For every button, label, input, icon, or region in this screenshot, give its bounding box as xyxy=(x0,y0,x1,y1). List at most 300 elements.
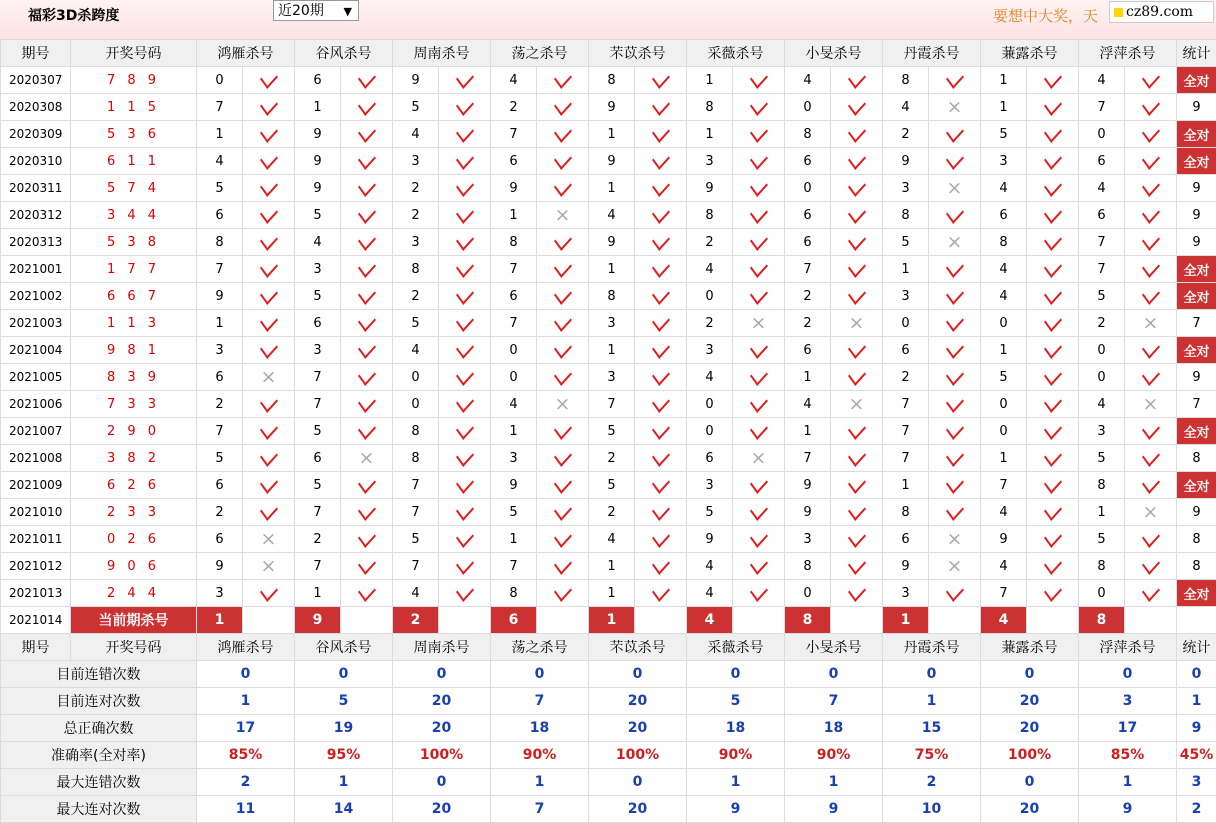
check-icon xyxy=(831,202,883,229)
check-icon xyxy=(831,148,883,175)
table-row xyxy=(1,121,1216,148)
kill-number: 8 xyxy=(393,418,439,445)
issue-number: 2021011 xyxy=(1,526,71,553)
stat-value: 2 xyxy=(197,769,295,796)
column-header: 蒹露杀号 xyxy=(981,40,1079,67)
kill-number: 3 xyxy=(393,148,439,175)
cross-mark-icon: × xyxy=(947,96,963,118)
cross-icon xyxy=(929,229,981,256)
check-mark-icon xyxy=(1044,364,1062,386)
marquee-text[interactable]: 要想中大奖，天 xyxy=(993,5,1098,26)
period-select[interactable] xyxy=(273,0,359,21)
check-mark-icon xyxy=(750,553,768,575)
stat-label: 准确率(全对率) xyxy=(1,742,197,769)
kill-number: 7 xyxy=(491,121,537,148)
column-header: 采薇杀号 xyxy=(687,40,785,67)
issue-number: 2021008 xyxy=(1,445,71,472)
check-mark-icon xyxy=(848,256,866,278)
check-icon xyxy=(1125,364,1177,391)
column-header: 鸿雁杀号 xyxy=(197,40,295,67)
check-mark-icon xyxy=(750,121,768,143)
top-bar xyxy=(0,0,1216,40)
check-mark-icon xyxy=(554,148,572,170)
table-row xyxy=(1,553,1216,580)
check-mark-icon xyxy=(260,310,278,332)
kill-number: 8 xyxy=(1079,472,1125,499)
check-mark-icon xyxy=(652,94,670,116)
check-mark-icon xyxy=(946,256,964,278)
kill-number: 6 xyxy=(1079,202,1125,229)
kill-number: 1 xyxy=(981,445,1027,472)
check-mark-icon xyxy=(260,256,278,278)
check-icon xyxy=(1027,148,1079,175)
kill-number: 2 xyxy=(785,283,831,310)
kill-number: 7 xyxy=(197,418,243,445)
kill-number: 7 xyxy=(589,391,635,418)
stat-value: 7 xyxy=(785,688,883,715)
kill-number: 0 xyxy=(785,175,831,202)
table-row xyxy=(1,229,1216,256)
cross-icon xyxy=(341,445,393,472)
check-icon xyxy=(439,337,491,364)
column-header: 小旻杀号 xyxy=(785,40,883,67)
page-title: 福彩3D杀跨度 xyxy=(28,5,119,25)
kill-number: 7 xyxy=(1079,94,1125,121)
check-mark-icon xyxy=(456,121,474,143)
check-icon xyxy=(341,391,393,418)
empty-cell xyxy=(831,607,883,634)
check-icon xyxy=(733,202,785,229)
kill-number: 8 xyxy=(883,67,929,94)
kill-number: 6 xyxy=(981,202,1027,229)
check-icon xyxy=(929,472,981,499)
check-icon xyxy=(1125,121,1177,148)
check-icon xyxy=(439,202,491,229)
column-header: 浮萍杀号 xyxy=(1079,634,1177,661)
kill-number: 6 xyxy=(785,229,831,256)
table-row xyxy=(1,283,1216,310)
check-mark-icon xyxy=(358,283,376,305)
check-mark-icon xyxy=(946,337,964,359)
check-icon xyxy=(635,310,687,337)
table-row xyxy=(1,472,1216,499)
current-kill-number: 8 xyxy=(785,607,831,634)
issue-number: 2021014 xyxy=(1,607,71,634)
cross-mark-icon: × xyxy=(261,528,277,550)
kill-number: 4 xyxy=(1079,391,1125,418)
check-icon xyxy=(1125,472,1177,499)
check-icon xyxy=(537,445,589,472)
check-mark-icon xyxy=(1142,148,1160,170)
stat-row xyxy=(1,715,1216,742)
check-mark-icon xyxy=(848,364,866,386)
check-mark-icon xyxy=(1044,148,1062,170)
check-icon xyxy=(635,472,687,499)
check-icon xyxy=(831,364,883,391)
draw-numbers: 0 2 6 xyxy=(71,526,197,553)
column-header: 鸿雁杀号 xyxy=(197,634,295,661)
check-icon xyxy=(1125,256,1177,283)
column-header: 谷风杀号 xyxy=(295,40,393,67)
kill-number: 6 xyxy=(785,202,831,229)
check-mark-icon xyxy=(456,526,474,548)
check-icon xyxy=(635,580,687,607)
check-icon xyxy=(537,94,589,121)
check-icon xyxy=(635,364,687,391)
issue-number: 2021006 xyxy=(1,391,71,418)
table-row xyxy=(1,526,1216,553)
check-icon xyxy=(733,364,785,391)
check-mark-icon xyxy=(1142,283,1160,305)
row-stat: 全对 xyxy=(1177,337,1216,364)
check-mark-icon xyxy=(456,310,474,332)
empty-cell xyxy=(635,607,687,634)
column-header: 浮萍杀号 xyxy=(1079,40,1177,67)
check-mark-icon xyxy=(456,391,474,413)
kill-number: 0 xyxy=(883,310,929,337)
stat-value: 0 xyxy=(1079,661,1177,688)
current-kill-number: 1 xyxy=(197,607,243,634)
row-stat: 7 xyxy=(1177,310,1216,337)
cross-icon xyxy=(243,364,295,391)
check-mark-icon xyxy=(750,337,768,359)
stat-row xyxy=(1,688,1216,715)
kill-number: 1 xyxy=(785,364,831,391)
check-icon xyxy=(929,256,981,283)
check-mark-icon xyxy=(260,175,278,197)
cross-icon xyxy=(929,553,981,580)
stat-value: 0 xyxy=(981,769,1079,796)
check-icon xyxy=(1027,337,1079,364)
check-mark-icon xyxy=(456,364,474,386)
issue-number: 2020309 xyxy=(1,121,71,148)
kill-number: 7 xyxy=(1079,256,1125,283)
stat-value: 0 xyxy=(197,661,295,688)
row-stat: 全对 xyxy=(1177,256,1216,283)
check-mark-icon xyxy=(260,418,278,440)
kill-number: 3 xyxy=(687,148,733,175)
stat-value: 18 xyxy=(687,715,785,742)
kill-number: 7 xyxy=(197,256,243,283)
check-mark-icon xyxy=(652,526,670,548)
check-mark-icon xyxy=(946,445,964,467)
kill-number: 9 xyxy=(981,526,1027,553)
kill-number: 1 xyxy=(981,67,1027,94)
column-header: 采薇杀号 xyxy=(687,634,785,661)
stat-value: 1 xyxy=(883,688,981,715)
check-mark-icon xyxy=(358,391,376,413)
kill-number: 6 xyxy=(883,526,929,553)
stat-value: 0 xyxy=(883,661,981,688)
check-icon xyxy=(341,418,393,445)
check-mark-icon xyxy=(456,580,474,602)
kill-number: 8 xyxy=(589,283,635,310)
check-icon xyxy=(831,580,883,607)
check-icon xyxy=(831,94,883,121)
check-icon xyxy=(929,391,981,418)
table-row xyxy=(1,391,1216,418)
check-mark-icon xyxy=(946,472,964,494)
stat-value: 20 xyxy=(981,715,1079,742)
kill-number: 3 xyxy=(589,310,635,337)
check-mark-icon xyxy=(1142,364,1160,386)
table-row xyxy=(1,202,1216,229)
check-mark-icon xyxy=(358,94,376,116)
check-mark-icon xyxy=(652,472,670,494)
check-icon xyxy=(1125,202,1177,229)
kill-number: 1 xyxy=(491,418,537,445)
kill-number: 2 xyxy=(883,364,929,391)
check-mark-icon xyxy=(358,148,376,170)
stat-value: 100% xyxy=(589,742,687,769)
draw-numbers: 2 3 3 xyxy=(71,499,197,526)
kill-number: 2 xyxy=(785,310,831,337)
check-icon xyxy=(635,148,687,175)
stat-value: 11 xyxy=(197,796,295,823)
check-icon xyxy=(635,445,687,472)
check-mark-icon xyxy=(260,499,278,521)
kill-number: 8 xyxy=(981,229,1027,256)
check-mark-icon xyxy=(750,283,768,305)
check-icon xyxy=(537,472,589,499)
stat-value: 1 xyxy=(1079,769,1177,796)
check-icon xyxy=(733,256,785,283)
check-mark-icon xyxy=(554,337,572,359)
check-mark-icon xyxy=(1044,472,1062,494)
kill-number: 0 xyxy=(981,310,1027,337)
stat-value: 3 xyxy=(1079,688,1177,715)
kill-number: 4 xyxy=(981,499,1027,526)
stat-label: 目前连对次数 xyxy=(1,688,197,715)
kill-number: 3 xyxy=(295,256,341,283)
kill-number: 7 xyxy=(883,445,929,472)
kill-number: 4 xyxy=(491,67,537,94)
check-mark-icon xyxy=(750,175,768,197)
check-mark-icon xyxy=(1044,229,1062,251)
check-mark-icon xyxy=(554,553,572,575)
check-mark-icon xyxy=(848,337,866,359)
check-icon xyxy=(341,121,393,148)
kill-number: 0 xyxy=(687,283,733,310)
check-mark-icon xyxy=(750,67,768,89)
kill-number: 2 xyxy=(295,526,341,553)
check-mark-icon xyxy=(848,148,866,170)
check-mark-icon xyxy=(260,283,278,305)
check-mark-icon xyxy=(946,121,964,143)
row-stat: 9 xyxy=(1177,499,1216,526)
check-mark-icon xyxy=(554,121,572,143)
kill-number: 1 xyxy=(883,472,929,499)
empty-cell xyxy=(537,607,589,634)
row-stat: 9 xyxy=(1177,364,1216,391)
check-mark-icon xyxy=(358,121,376,143)
check-icon xyxy=(243,148,295,175)
kill-number: 5 xyxy=(1079,445,1125,472)
site-logo[interactable] xyxy=(1109,1,1214,23)
stat-value: 0 xyxy=(393,769,491,796)
stat-value: 20 xyxy=(589,715,687,742)
check-icon xyxy=(929,337,981,364)
kill-number: 9 xyxy=(295,121,341,148)
check-icon xyxy=(439,418,491,445)
check-icon xyxy=(341,175,393,202)
stat-value: 20 xyxy=(589,688,687,715)
check-mark-icon xyxy=(260,67,278,89)
cross-mark-icon: × xyxy=(947,231,963,253)
kill-number: 0 xyxy=(785,94,831,121)
kill-number: 1 xyxy=(785,418,831,445)
kill-number: 4 xyxy=(687,256,733,283)
kill-number: 7 xyxy=(295,364,341,391)
kill-number: 0 xyxy=(1079,580,1125,607)
check-mark-icon xyxy=(1142,580,1160,602)
issue-number: 2020310 xyxy=(1,148,71,175)
check-mark-icon xyxy=(750,580,768,602)
check-mark-icon xyxy=(554,310,572,332)
check-icon xyxy=(1125,526,1177,553)
check-icon xyxy=(635,391,687,418)
cross-mark-icon: × xyxy=(751,447,767,469)
check-icon xyxy=(439,499,491,526)
stat-value: 18 xyxy=(785,715,883,742)
kill-number: 9 xyxy=(491,175,537,202)
kill-number: 5 xyxy=(589,418,635,445)
table-row xyxy=(1,175,1216,202)
kill-number: 4 xyxy=(785,391,831,418)
check-mark-icon xyxy=(260,445,278,467)
stat-label: 最大连对次数 xyxy=(1,796,197,823)
check-mark-icon xyxy=(554,175,572,197)
check-icon xyxy=(341,526,393,553)
kill-number: 1 xyxy=(1079,499,1125,526)
check-mark-icon xyxy=(946,418,964,440)
kill-number: 5 xyxy=(491,499,537,526)
check-mark-icon xyxy=(554,283,572,305)
check-mark-icon xyxy=(554,364,572,386)
stat-value: 9 xyxy=(687,796,785,823)
check-mark-icon xyxy=(750,526,768,548)
table-row xyxy=(1,499,1216,526)
check-icon xyxy=(929,121,981,148)
check-icon xyxy=(831,67,883,94)
chevron-down-icon: ▼ xyxy=(344,1,352,22)
kill-number: 2 xyxy=(687,229,733,256)
check-mark-icon xyxy=(848,580,866,602)
check-mark-icon xyxy=(1044,121,1062,143)
check-mark-icon xyxy=(848,499,866,521)
kill-number: 0 xyxy=(393,364,439,391)
stat-value: 0 xyxy=(589,769,687,796)
stat-row xyxy=(1,769,1216,796)
check-mark-icon xyxy=(358,364,376,386)
check-mark-icon xyxy=(652,337,670,359)
check-mark-icon xyxy=(1044,337,1062,359)
check-icon xyxy=(1027,445,1079,472)
check-mark-icon xyxy=(652,283,670,305)
table-row xyxy=(1,67,1216,94)
check-mark-icon xyxy=(1044,175,1062,197)
check-icon xyxy=(439,148,491,175)
check-mark-icon xyxy=(946,67,964,89)
check-icon xyxy=(537,175,589,202)
check-icon xyxy=(929,580,981,607)
stat-value: 1 xyxy=(197,688,295,715)
table-row xyxy=(1,580,1216,607)
stat-value: 1 xyxy=(1177,688,1216,715)
kill-number: 0 xyxy=(491,337,537,364)
check-icon xyxy=(929,310,981,337)
cross-icon xyxy=(537,202,589,229)
kill-number: 2 xyxy=(393,283,439,310)
kill-number: 3 xyxy=(687,472,733,499)
check-mark-icon xyxy=(848,121,866,143)
kill-number: 6 xyxy=(197,364,243,391)
kill-number: 6 xyxy=(883,337,929,364)
check-mark-icon xyxy=(652,445,670,467)
kill-number: 7 xyxy=(295,499,341,526)
kill-number: 4 xyxy=(393,121,439,148)
check-icon xyxy=(439,445,491,472)
cross-mark-icon: × xyxy=(1143,501,1159,523)
table-row xyxy=(1,148,1216,175)
kill-number: 8 xyxy=(785,121,831,148)
logo-square-icon xyxy=(1114,8,1123,17)
kill-number: 7 xyxy=(393,553,439,580)
draw-numbers: 2 9 0 xyxy=(71,418,197,445)
draw-numbers: 5 3 6 xyxy=(71,121,197,148)
draw-numbers: 6 2 6 xyxy=(71,472,197,499)
check-icon xyxy=(341,364,393,391)
kill-number: 6 xyxy=(785,148,831,175)
check-mark-icon xyxy=(652,202,670,224)
kill-number: 1 xyxy=(295,580,341,607)
stat-value: 0 xyxy=(1177,661,1216,688)
kill-number: 2 xyxy=(687,310,733,337)
draw-numbers: 6 1 1 xyxy=(71,148,197,175)
kill-number: 0 xyxy=(785,580,831,607)
kill-number: 1 xyxy=(981,337,1027,364)
kill-number: 6 xyxy=(197,472,243,499)
row-stat: 全对 xyxy=(1177,418,1216,445)
check-mark-icon xyxy=(750,229,768,251)
current-kill-number: 2 xyxy=(393,607,439,634)
issue-number: 2021002 xyxy=(1,283,71,310)
check-icon xyxy=(537,283,589,310)
check-icon xyxy=(635,283,687,310)
row-stat: 9 xyxy=(1177,94,1216,121)
check-mark-icon xyxy=(1142,472,1160,494)
issue-number: 2021007 xyxy=(1,418,71,445)
kill-number: 4 xyxy=(687,364,733,391)
issue-number: 2020313 xyxy=(1,229,71,256)
check-mark-icon xyxy=(260,94,278,116)
draw-numbers: 5 3 8 xyxy=(71,229,197,256)
check-icon xyxy=(1027,472,1079,499)
row-stat: 8 xyxy=(1177,445,1216,472)
stat-value: 19 xyxy=(295,715,393,742)
check-icon xyxy=(831,256,883,283)
check-mark-icon xyxy=(1142,337,1160,359)
check-icon xyxy=(1027,580,1079,607)
cross-icon xyxy=(831,310,883,337)
check-icon xyxy=(1027,364,1079,391)
kill-number: 9 xyxy=(687,175,733,202)
kill-number: 3 xyxy=(589,364,635,391)
check-icon xyxy=(1027,256,1079,283)
check-icon xyxy=(439,121,491,148)
draw-numbers: 6 6 7 xyxy=(71,283,197,310)
kill-number: 7 xyxy=(491,256,537,283)
